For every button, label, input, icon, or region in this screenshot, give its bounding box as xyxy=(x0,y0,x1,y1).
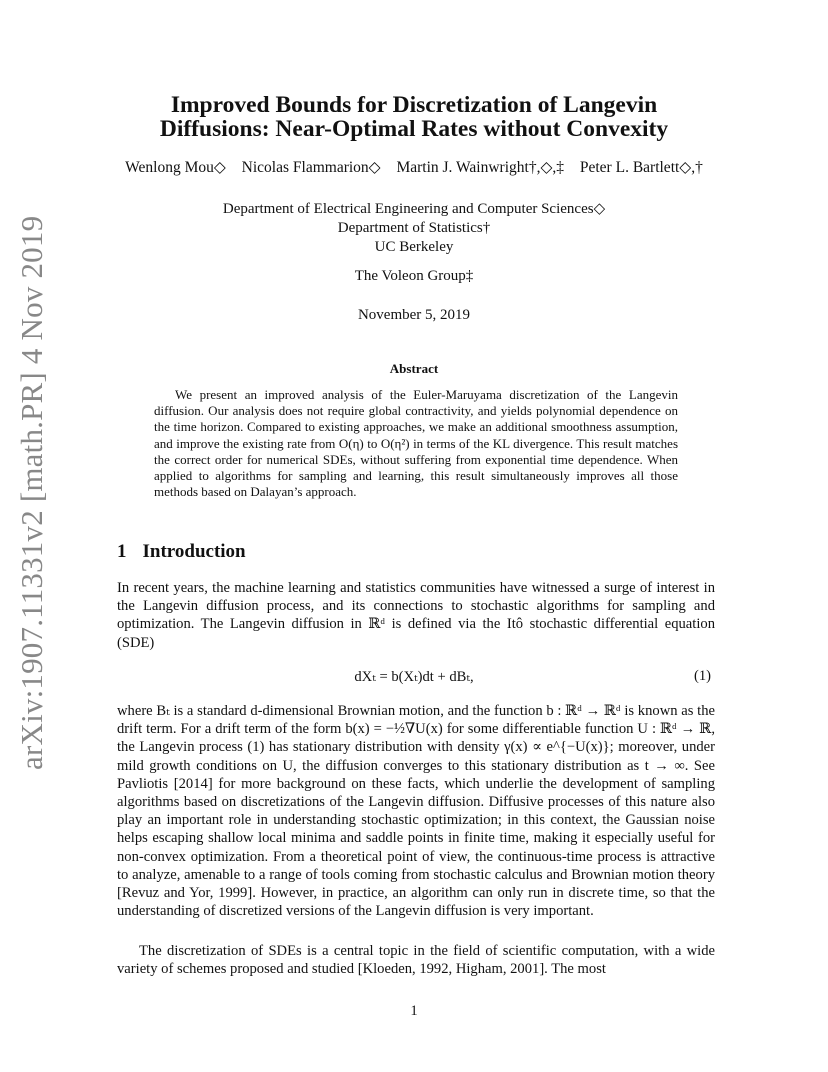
intro-paragraph-2: where Bₜ is a standard d-dimensional Brownian motion, and the function b : ℝᵈ → ℝᵈ is known as the drift term. For a drift term of the form b(x) = −½∇U(x) for some differentiable function U : ℝᵈ → ℝ, the Langevin process (1) has stationary distribution with density γ(x) ∝ e^{−U(x)}; moreover, under mild growth conditions on U, the diffusion converges to this stationary distribution as t → ∞. See Pavliotis [2014] for more background on these facts, which underlie the development of sampling algorithms based on discretizations of the Langevin diffusion. Diffusive processes of this nature also play an important role in understanding stochastic optimization; in this context, the Gaussian noise helps escaping shallow local minima and saddle points in finite time, making it especially useful for non-convex optimization. From a theoretical point of view, the continuous-time process is attractive to analyze, amenable to a range of tools coming from stochastic calculus and Brownian motion theory [Revuz and Yor, 1999]. However, in practice, an algorithm can only run in discrete time, so that the understanding of discretized versions of the Langevin diffusion is very important. xyxy=(117,703,715,920)
intro-paragraph-3: The discretization of SDEs is a central topic in the field of scientific computation, with a wide variety of schemes proposed and studied [Kloeden, 1992, Higham, 2001]. The most xyxy=(117,943,715,978)
page-number: 1 xyxy=(410,1003,418,1019)
author: Peter L. Bartlett◇,† xyxy=(579,159,703,176)
affiliation: Department of Electrical Engineering and Computer Sciences◇ xyxy=(222,201,606,217)
equation-number: (1) xyxy=(694,668,712,684)
equation: dXₜ = b(Xₜ)dt + dBₜ, xyxy=(354,669,474,685)
section-heading xyxy=(117,541,246,563)
title-line-1: Improved Bounds for Discretization of Langevin xyxy=(170,92,658,118)
arxiv-identifier: arXiv:1907.11331v2 [math.PR] 4 Nov 2019 xyxy=(14,215,49,770)
paper-title xyxy=(0,93,828,141)
affiliation: UC Berkeley xyxy=(374,239,454,255)
affiliation-group: The Voleon Group‡ xyxy=(354,268,474,284)
affiliation: Department of Statistics† xyxy=(337,220,491,236)
section-number: 1 xyxy=(117,541,127,562)
author: Nicolas Flammarion◇ xyxy=(241,159,381,176)
abstract-text: We present an improved analysis of the Euler-Maruyama discretization of the Langevin diffusion. Our analysis does not require global contractivity, and yields polynomial dependence on the time horizon. Compared to existing approaches, we make an additional smoothness assumption, and improve the existing rate from O(η) to O(η²) in terms of the KL divergence. This result matches the correct order for numerical SDEs, without suffering from exponential time dependence. When applied to algorithms for sampling and learning, this result simultaneously improves all those methods based on Dalayan’s approach. xyxy=(154,387,678,500)
affiliations xyxy=(0,200,828,257)
abstract-heading: Abstract xyxy=(389,361,439,376)
title-line-2: Diffusions: Near-Optimal Rates without Convexity xyxy=(159,116,669,142)
author: Martin J. Wainwright†,◇,‡ xyxy=(396,159,564,176)
author-list xyxy=(0,158,828,177)
intro-paragraph-1: In recent years, the machine learning and statistics communities have witnessed a surge of interest in the Langevin diffusion process, and its connections to stochastic algorithms for sampling and optimization. The Langevin diffusion in ℝᵈ is defined via the Itô stochastic differential equation (SDE) xyxy=(117,580,715,651)
author: Wenlong Mou◇ xyxy=(125,159,226,176)
paper-date: November 5, 2019 xyxy=(357,307,471,323)
section-title: Introduction xyxy=(142,541,246,562)
